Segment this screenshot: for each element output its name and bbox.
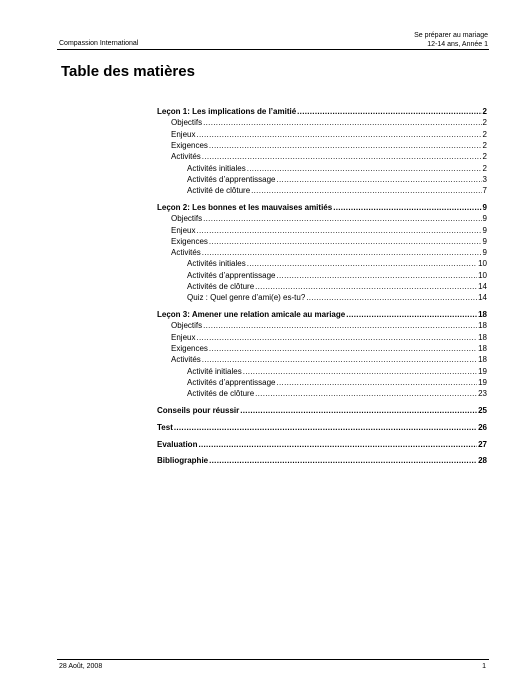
toc-entry-title: Leçon 3: Amener une relation amicale au mariage bbox=[157, 310, 346, 320]
toc-entry[interactable] bbox=[187, 162, 487, 173]
toc-entry-page: 10 bbox=[478, 270, 487, 280]
toc-entry-page: 19 bbox=[478, 366, 487, 376]
toc-dot-leader bbox=[243, 367, 477, 376]
header-org: Compassion International bbox=[59, 40, 139, 47]
toc-entry-page: 14 bbox=[478, 282, 487, 291]
toc-entry-title: Activités bbox=[171, 355, 201, 365]
toc-dot-leader bbox=[209, 344, 477, 353]
toc-entry-title: Enjeux bbox=[171, 129, 196, 139]
toc-dot-leader bbox=[255, 389, 477, 398]
toc-entry-lesson[interactable] bbox=[157, 105, 487, 116]
toc-entry-title: Activités d’apprentissage bbox=[187, 270, 276, 280]
toc-entry[interactable] bbox=[187, 387, 487, 398]
toc-entry-page: 2 bbox=[482, 140, 487, 150]
toc-entry-page: 3 bbox=[482, 174, 487, 184]
toc-entry-title: Leçon 2: Les bonnes et les mauvaises amitiés bbox=[157, 202, 333, 212]
toc-dot-leader bbox=[209, 456, 477, 465]
toc-dot-leader bbox=[174, 423, 477, 432]
toc-entry-title: Enjeux bbox=[171, 225, 196, 235]
toc-entry-page: 18 bbox=[478, 332, 487, 342]
toc-entry[interactable] bbox=[171, 212, 487, 223]
footer-page-number: 1 bbox=[482, 663, 486, 670]
toc-entry-title: Exigences bbox=[171, 140, 208, 150]
toc-entry[interactable] bbox=[187, 376, 487, 387]
toc-dot-leader bbox=[247, 259, 477, 268]
toc-entry-title: Test bbox=[157, 422, 173, 432]
toc-entry-title: Evaluation bbox=[157, 439, 198, 449]
toc-entry-page: 27 bbox=[478, 439, 487, 449]
toc-dot-leader bbox=[203, 118, 481, 127]
toc-entry-title: Activité de clôture bbox=[187, 186, 251, 196]
toc-entry-page: 10 bbox=[478, 259, 487, 269]
toc-entry-page: 2 bbox=[482, 107, 487, 116]
toc-entry[interactable] bbox=[187, 173, 487, 184]
toc-entry-title: Activité initiales bbox=[187, 366, 242, 376]
toc-entry-page: 9 bbox=[482, 236, 487, 246]
toc-entry[interactable] bbox=[187, 280, 487, 291]
toc-entry-lesson[interactable] bbox=[157, 454, 487, 465]
toc-entry-title: Activités de clôture bbox=[187, 389, 255, 399]
toc-entry[interactable] bbox=[171, 128, 487, 139]
toc-entry[interactable] bbox=[171, 150, 487, 161]
toc-entry-title: Objectifs bbox=[171, 214, 203, 224]
toc-entry[interactable] bbox=[171, 139, 487, 150]
toc-entry-title: Objectifs bbox=[171, 321, 203, 331]
toc-entry-title: Activités initiales bbox=[187, 163, 246, 173]
footer-date: 28 Août, 2008 bbox=[59, 663, 103, 670]
toc-entry-title: Activités initiales bbox=[187, 259, 246, 269]
toc-entry-page: 26 bbox=[478, 422, 487, 432]
toc-entry-lesson[interactable] bbox=[157, 308, 487, 319]
toc-dot-leader bbox=[346, 310, 477, 319]
footer-divider bbox=[57, 659, 489, 660]
toc-entry[interactable] bbox=[187, 291, 487, 302]
toc-entry-lesson[interactable] bbox=[157, 201, 487, 212]
toc-entry[interactable] bbox=[171, 331, 487, 342]
toc-entry[interactable] bbox=[171, 353, 487, 364]
toc-entry-title: Activités bbox=[171, 248, 201, 258]
toc-entry[interactable] bbox=[187, 184, 487, 195]
toc-dot-leader bbox=[196, 226, 481, 235]
toc-entry[interactable] bbox=[171, 246, 487, 257]
header-divider bbox=[57, 49, 489, 50]
toc-dot-leader bbox=[202, 248, 482, 257]
toc-entry-page: 18 bbox=[478, 355, 487, 365]
toc-dot-leader bbox=[255, 282, 477, 291]
toc-entry-page: 19 bbox=[478, 377, 487, 387]
toc-entry-title: Objectifs bbox=[171, 118, 203, 128]
toc-dot-leader bbox=[277, 175, 482, 184]
toc-entry-page: 2 bbox=[482, 118, 487, 128]
toc-entry-page: 25 bbox=[478, 406, 487, 415]
toc-entry-title: Activités bbox=[171, 152, 201, 162]
toc-entry-page: 9 bbox=[482, 225, 487, 235]
toc-entry-page: 9 bbox=[482, 202, 487, 212]
toc-entry[interactable] bbox=[171, 319, 487, 330]
toc-dot-leader bbox=[240, 406, 477, 415]
toc-dot-leader bbox=[196, 130, 481, 139]
toc-entry-title: Exigences bbox=[171, 344, 208, 353]
toc-entry[interactable] bbox=[187, 365, 487, 376]
toc-dot-leader bbox=[277, 271, 478, 280]
toc-entry-page: 2 bbox=[482, 152, 487, 162]
toc-entry[interactable] bbox=[171, 342, 487, 353]
toc-entry-page: 7 bbox=[482, 186, 487, 196]
toc-entry-title: Conseils pour réussir bbox=[157, 406, 240, 415]
toc-entry-page: 18 bbox=[478, 344, 487, 353]
toc-entry-lesson[interactable] bbox=[157, 404, 487, 415]
toc-entry-title: Exigences bbox=[171, 236, 208, 246]
toc-entry-title: Activités de clôture bbox=[187, 282, 255, 291]
toc-dot-leader bbox=[209, 141, 482, 150]
toc-entry[interactable] bbox=[171, 116, 487, 127]
toc-entry-page: 9 bbox=[482, 248, 487, 258]
toc-entry-lesson[interactable] bbox=[157, 421, 487, 432]
toc-entry-page: 14 bbox=[478, 293, 487, 303]
page-title: Table des matières bbox=[61, 63, 195, 80]
toc-dot-leader bbox=[202, 355, 477, 364]
toc-entry-page: 23 bbox=[478, 389, 487, 399]
toc-dot-leader bbox=[202, 152, 482, 161]
toc-entry-page: 9 bbox=[482, 214, 487, 224]
toc-dot-leader bbox=[209, 237, 482, 246]
toc-dot-leader bbox=[297, 107, 481, 116]
toc-entry-page: 2 bbox=[482, 163, 487, 173]
toc-entry-title: Quiz : Quel genre d’ami(e) es-tu? bbox=[187, 293, 306, 303]
header-doc-subtitle: 12-14 ans, Année 1 bbox=[427, 41, 488, 48]
toc-dot-leader bbox=[203, 321, 477, 330]
header-doc-title: Se préparer au mariage bbox=[414, 32, 488, 39]
toc-dot-leader bbox=[196, 333, 477, 342]
header-doc-info bbox=[414, 31, 488, 49]
toc-entry-title: Bibliographie bbox=[157, 456, 209, 466]
toc-entry[interactable] bbox=[187, 269, 487, 280]
toc-dot-leader bbox=[251, 186, 481, 195]
toc-entry-title: Activités d’apprentissage bbox=[187, 174, 276, 184]
toc-dot-leader bbox=[306, 293, 477, 302]
toc-entry-title: Activités d’apprentissage bbox=[187, 377, 276, 387]
toc-entry-page: 28 bbox=[478, 456, 487, 466]
toc-entry-lesson[interactable] bbox=[157, 438, 487, 449]
toc-dot-leader bbox=[277, 378, 478, 387]
toc-entry-page: 18 bbox=[478, 321, 487, 331]
toc-entry-page: 2 bbox=[482, 129, 487, 139]
toc-entry-title: Leçon 1: Les implications de l’amitié bbox=[157, 107, 297, 116]
toc-entry-title: Enjeux bbox=[171, 332, 196, 342]
toc-dot-leader bbox=[198, 440, 477, 449]
toc-entry[interactable] bbox=[171, 235, 487, 246]
toc-dot-leader bbox=[247, 164, 482, 173]
toc-entry[interactable] bbox=[171, 224, 487, 235]
toc-entry-page: 18 bbox=[478, 310, 487, 320]
toc-dot-leader bbox=[203, 214, 481, 223]
toc-entry[interactable] bbox=[187, 257, 487, 268]
toc-dot-leader bbox=[333, 203, 481, 212]
